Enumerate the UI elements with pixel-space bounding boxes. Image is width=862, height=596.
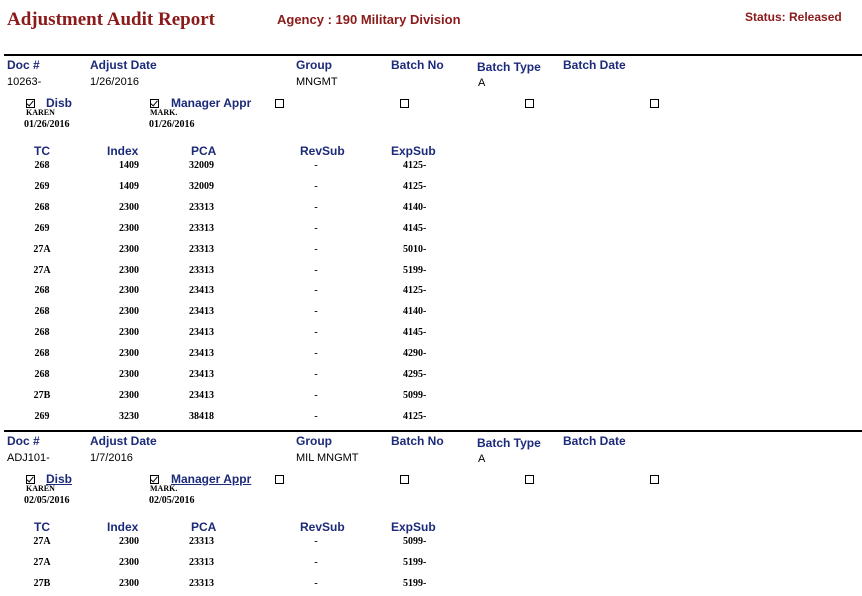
- row-expsub: 5199-: [403, 264, 427, 276]
- row-revsub: -: [314, 410, 318, 422]
- disb-checkbox[interactable]: [26, 475, 35, 484]
- group-value: MNGMT: [296, 76, 338, 88]
- pca-header: PCA: [191, 144, 217, 158]
- batch-date-header: Batch Date: [563, 58, 626, 72]
- row-pca: 23313: [189, 222, 214, 234]
- expsub-header: ExpSub: [391, 144, 436, 158]
- row-expsub: 4140-: [403, 306, 427, 318]
- status-label: Status: Released: [745, 10, 842, 24]
- batch-type-value: A: [478, 77, 486, 89]
- row-pca: 23413: [189, 285, 214, 297]
- row-index: 2300: [119, 306, 139, 318]
- row-revsub: -: [314, 160, 318, 171]
- row-expsub: 5099-: [403, 536, 427, 547]
- row-tc: 27B: [33, 389, 51, 401]
- row-revsub: -: [314, 348, 318, 360]
- row-index: 1409: [119, 180, 139, 192]
- row-index: 2300: [119, 348, 139, 360]
- checkbox-col4[interactable]: [400, 99, 409, 108]
- row-pca: 23313: [189, 201, 214, 213]
- row-index: 2300: [119, 222, 139, 234]
- batch-type-value: A: [478, 453, 486, 465]
- row-revsub: -: [314, 222, 318, 234]
- row-tc: 269: [34, 180, 50, 192]
- row-tc: 27A: [33, 556, 51, 568]
- row-expsub: 4295-: [403, 369, 427, 380]
- row-tc: 27A: [33, 264, 51, 276]
- row-revsub: -: [314, 389, 318, 401]
- row-pca: 23413: [189, 348, 214, 360]
- adjust-date-header: Adjust Date: [90, 434, 157, 448]
- row-expsub: 4290-: [403, 348, 427, 360]
- section-divider: [4, 430, 862, 432]
- doc-number: ADJ101-: [7, 452, 50, 464]
- row-expsub: 5010-: [403, 243, 427, 255]
- disb-user: KAREN: [26, 484, 55, 493]
- adjust-date: 1/7/2016: [90, 452, 133, 464]
- row-tc: 268: [34, 306, 50, 318]
- disb-label: Disb: [46, 472, 73, 486]
- row-index: 2300: [119, 201, 139, 213]
- row-index: 2300: [119, 327, 139, 339]
- disb-date: 01/26/2016: [24, 119, 70, 130]
- row-index: 1409: [119, 160, 139, 171]
- row-expsub: 4140-: [403, 201, 427, 213]
- row-pca: 23413: [189, 327, 214, 339]
- checkbox-col6[interactable]: [650, 475, 659, 484]
- row-pca: 23313: [189, 536, 214, 547]
- checkbox-col3[interactable]: [275, 99, 284, 108]
- row-tc: 27B: [33, 577, 51, 589]
- row-expsub: 4125-: [403, 285, 427, 297]
- section-divider: [4, 54, 862, 56]
- row-expsub: 5199-: [403, 577, 427, 589]
- row-revsub: -: [314, 556, 318, 568]
- row-index: 2300: [119, 243, 139, 255]
- manager-user: MARK.: [150, 108, 178, 117]
- row-tc: 268: [34, 201, 50, 213]
- doc-number: 10263-: [7, 76, 42, 88]
- row-expsub: 4125-: [403, 160, 427, 171]
- row-tc: 268: [34, 327, 50, 339]
- row-pca: 23313: [189, 264, 214, 276]
- doc-header: Doc #: [7, 58, 40, 72]
- disb-label: Disb: [46, 96, 73, 110]
- row-revsub: -: [314, 285, 318, 297]
- batch-no-header: Batch No: [391, 434, 444, 448]
- row-revsub: -: [314, 577, 318, 589]
- row-pca: 23313: [189, 577, 214, 589]
- row-index: 2300: [119, 577, 139, 589]
- row-tc: 268: [34, 285, 50, 297]
- row-pca: 38418: [189, 410, 214, 422]
- row-expsub: 4145-: [403, 222, 427, 234]
- row-index: 2300: [119, 369, 139, 380]
- row-tc: 268: [34, 160, 50, 171]
- row-revsub: -: [314, 264, 318, 276]
- revsub-header: RevSub: [300, 520, 345, 534]
- batch-type-header: Batch Type: [477, 60, 541, 74]
- row-tc: 269: [34, 410, 50, 422]
- group-value: MIL MNGMT: [296, 452, 359, 464]
- row-pca: 23413: [189, 306, 214, 318]
- manager-appr-checkbox[interactable]: [150, 99, 159, 108]
- checkbox-col5[interactable]: [525, 99, 534, 108]
- pca-header: PCA: [191, 520, 217, 534]
- row-revsub: -: [314, 243, 318, 255]
- checkbox-col6[interactable]: [650, 99, 659, 108]
- manager-date: 01/26/2016: [149, 119, 195, 130]
- manager-user: MARK.: [150, 484, 178, 493]
- row-pca: 23413: [189, 389, 214, 401]
- row-tc: 268: [34, 348, 50, 360]
- row-pca: 23313: [189, 243, 214, 255]
- manager-date: 02/05/2016: [149, 495, 195, 506]
- row-index: 2300: [119, 389, 139, 401]
- row-expsub: 4125-: [403, 180, 427, 192]
- revsub-header: RevSub: [300, 144, 345, 158]
- row-tc: 27A: [33, 536, 51, 547]
- row-expsub: 4125-: [403, 410, 427, 422]
- row-revsub: -: [314, 536, 318, 547]
- batch-date-header: Batch Date: [563, 434, 626, 448]
- checkbox-col5[interactable]: [525, 475, 534, 484]
- disb-user: KAREN: [26, 108, 55, 117]
- row-expsub: 4145-: [403, 327, 427, 339]
- row-pca: 32009: [189, 180, 214, 192]
- row-revsub: -: [314, 369, 318, 380]
- row-tc: 27A: [33, 243, 51, 255]
- row-revsub: -: [314, 201, 318, 213]
- expsub-header: ExpSub: [391, 520, 436, 534]
- index-header: Index: [107, 520, 139, 534]
- row-index: 2300: [119, 536, 139, 547]
- row-expsub: 5099-: [403, 389, 427, 401]
- manager-appr-label: Manager Appr: [171, 472, 252, 486]
- batch-no-header: Batch No: [391, 58, 444, 72]
- row-pca: 23313: [189, 556, 214, 568]
- row-index: 2300: [119, 556, 139, 568]
- manager-appr-checkbox[interactable]: [150, 475, 159, 484]
- row-index: 3230: [119, 410, 139, 422]
- checkbox-col4[interactable]: [400, 475, 409, 484]
- disb-checkbox[interactable]: [26, 99, 35, 108]
- row-revsub: -: [314, 327, 318, 339]
- index-header: Index: [107, 144, 139, 158]
- tc-header: TC: [34, 520, 50, 534]
- row-revsub: -: [314, 306, 318, 318]
- row-revsub: -: [314, 180, 318, 192]
- row-expsub: 5199-: [403, 556, 427, 568]
- adjust-date: 1/26/2016: [90, 76, 139, 88]
- report-title: Adjustment Audit Report: [7, 9, 215, 30]
- row-pca: 23413: [189, 369, 214, 380]
- group-header: Group: [296, 58, 332, 72]
- row-index: 2300: [119, 285, 139, 297]
- checkbox-col3[interactable]: [275, 475, 284, 484]
- row-tc: 269: [34, 222, 50, 234]
- group-header: Group: [296, 434, 332, 448]
- batch-type-header: Batch Type: [477, 436, 541, 450]
- manager-appr-label: Manager Appr: [171, 96, 252, 110]
- doc-header: Doc #: [7, 434, 40, 448]
- row-tc: 268: [34, 369, 50, 380]
- row-index: 2300: [119, 264, 139, 276]
- row-pca: 32009: [189, 160, 214, 171]
- tc-header: TC: [34, 144, 50, 158]
- adjust-date-header: Adjust Date: [90, 58, 157, 72]
- disb-date: 02/05/2016: [24, 495, 70, 506]
- agency-label: Agency : 190 Military Division: [277, 12, 461, 27]
